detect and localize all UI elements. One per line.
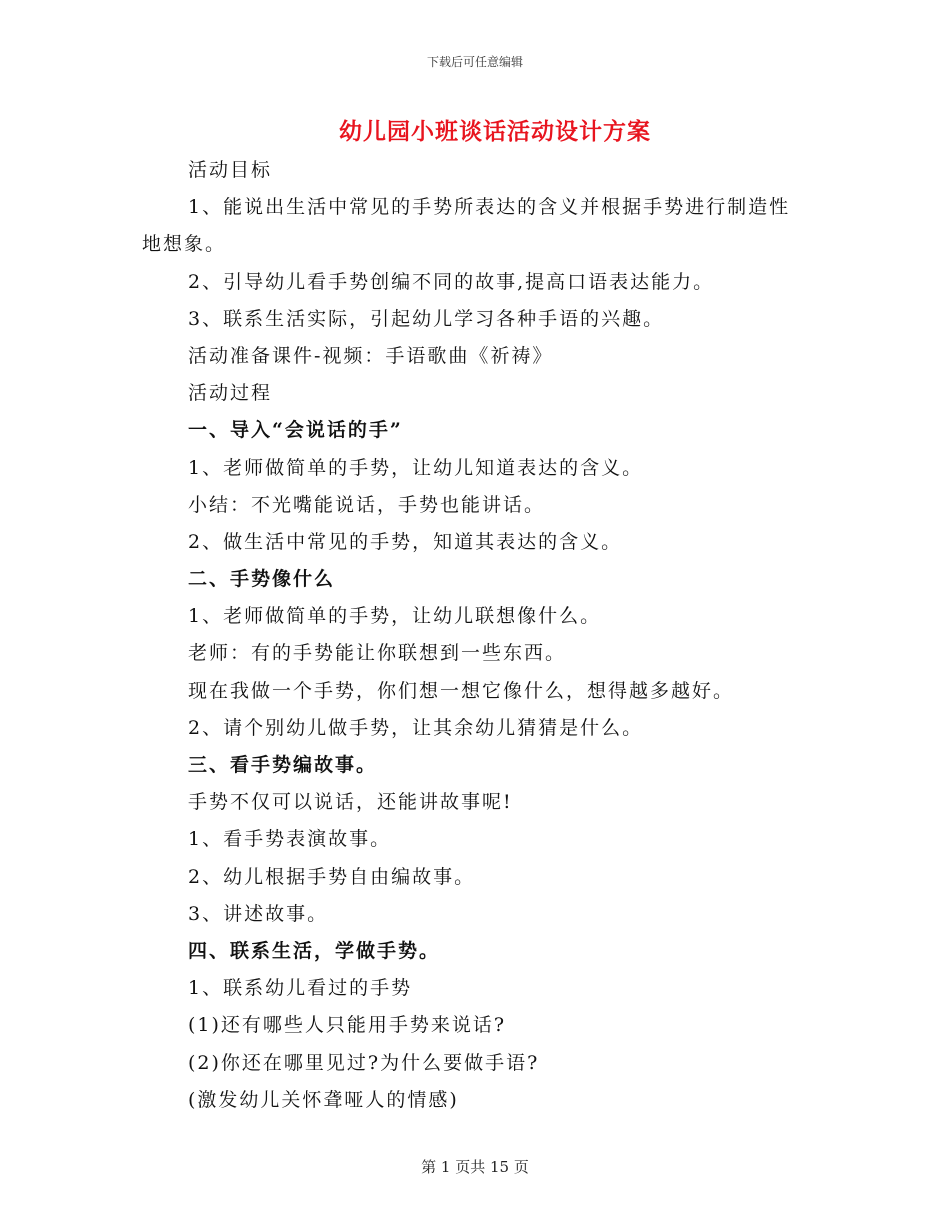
body-line: (激发幼儿关怀聋哑人的情感) (188, 1088, 459, 1111)
body-line: 1、看手势表演故事。 (188, 828, 392, 851)
body-line: 老师：有的手势能让你联想到一些东西。 (188, 642, 567, 665)
section-heading: 二、手势像什么 (188, 568, 336, 591)
body-line: 2、引导幼儿看手势创编不同的故事,提高口语表达能力。 (188, 270, 715, 293)
page-header: 下载后可任意编辑 (426, 55, 523, 69)
body-line: (1)还有哪些人只能用手势来说话? (188, 1014, 507, 1037)
section-heading: 一、导入“会说话的手” (188, 419, 403, 442)
body-line: 3、讲述故事。 (188, 902, 329, 925)
body-line: 1、能说出生活中常见的手势所表达的含义并根据手势进行制造性 (188, 196, 791, 219)
document-title: 幼儿园小班谈话活动设计方案 (339, 118, 651, 145)
document-body (142, 152, 822, 1119)
body-line: 活动目标 (188, 159, 273, 181)
body-line: 3、联系生活实际，引起幼儿学习各种手语的兴趣。 (188, 307, 665, 330)
page-footer: 第 1 页共 15 页 (421, 1158, 529, 1176)
body-line: 1、联系幼儿看过的手势 (188, 977, 413, 1000)
body-line: (2)你还在哪里见过?为什么要做手语? (188, 1051, 540, 1074)
body-line: 地想象。 (142, 233, 227, 256)
body-line: 2、请个别幼儿做手势，让其余幼儿猜猜是什么。 (188, 716, 644, 739)
body-line: 活动过程 (188, 382, 273, 405)
body-line: 活动准备课件-视频：手语歌曲《祈祷》 (188, 344, 554, 367)
body-line: 1、老师做简单的手势，让幼儿联想像什么。 (188, 605, 602, 628)
body-line: 现在我做一个手势，你们想一想它像什么，想得越多越好。 (188, 679, 735, 702)
body-line: 2、幼儿根据手势自由编故事。 (188, 865, 476, 888)
section-heading: 三、看手势编故事。 (188, 754, 378, 776)
body-line: 手势不仅可以说话，还能讲故事呢! (188, 791, 513, 814)
section-heading: 四、联系生活，学做手势。 (188, 939, 441, 962)
body-line: 2、做生活中常见的手势，知道其表达的含义。 (188, 530, 623, 553)
body-line: 1、老师做简单的手势，让幼儿知道表达的含义。 (188, 456, 644, 479)
body-line: 小结：不光嘴能说话，手势也能讲话。 (188, 493, 546, 516)
